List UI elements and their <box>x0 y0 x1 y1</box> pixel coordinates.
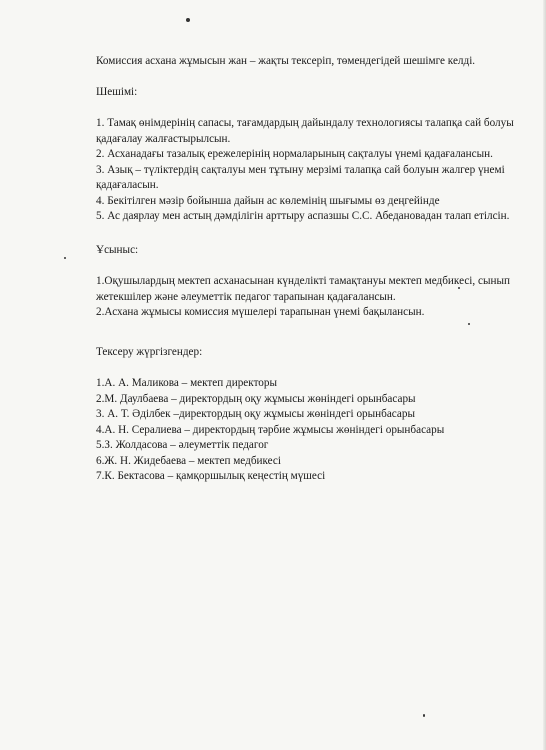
scan-speck <box>423 714 425 717</box>
document-body <box>96 54 526 485</box>
proposal-item: 2.Асхана жұмысы комиссия мүшелері тарапынан үнемі бақылансын. <box>96 306 425 318</box>
decision-heading: Шешімі: <box>96 85 138 98</box>
inspector-item: 4.А. Н. Сералиева – директордың тәрбие жұмысы жөніндегі орынбасары <box>96 423 445 436</box>
intro-paragraph: Комиссия асхана жұмысын жан – жақты тексеріп, төмендегідей шешімге келді. <box>96 55 476 67</box>
scan-speck <box>186 18 190 22</box>
decision-item: 5. Ас даярлау мен астың дәмділігін арттыру аспазшы С.С. Абедановадан талап етілсін. <box>96 210 510 222</box>
inspectors-heading: Тексеру жүргізгендер: <box>96 345 203 358</box>
inspector-item: 1.А. А. Маликова – мектеп директоры <box>96 377 278 389</box>
inspector-item: 7.К. Бектасова – қамқоршылық кеңестің мүшесі <box>96 470 326 482</box>
inspector-item: 2.М. Даулбаева – директордың оқу жұмысы жөніндегі орынбасары <box>96 392 416 405</box>
inspectors-list <box>96 376 526 485</box>
inspector-item: 6.Ж. Н. Жидебаева – мектеп медбикесі <box>96 454 281 467</box>
proposal-heading: Ұсыныс: <box>96 243 139 256</box>
decision-item: 3. Азық – түліктердің сақталуы мен тұтыну мерзімі талапқа сай болуын жалгер үнемі қадағаласын. <box>96 163 505 191</box>
decision-item: 1. Тамақ өнімдерінің сапасы, тағамдардың дайындалу технологиясы талапқа сай болуы қадағалау жалғастырылсын. <box>96 117 514 145</box>
inspector-item: 3. А. Т. Әділбек –директордың оқу жұмысы жөніндегі орынбасары <box>96 408 415 420</box>
inspector-item: 5.З. Жолдасова – әлеуметтік педагог <box>96 439 269 451</box>
decision-item: 2. Асханадағы тазалық ережелерінің нормаларының сақталуы үнемі қадағалансын. <box>96 148 493 160</box>
scan-speck <box>64 257 66 259</box>
proposal-item: 1.Оқушылардың мектеп асханасынан күнделікті тамақтануы мектеп медбикесі, сынып жетекшілер және әлеуметтік педагог тарапынан қадағалансын. <box>96 275 510 303</box>
decision-list <box>96 116 526 225</box>
decision-item: 4. Бекітілген мәзір бойынша дайын ас көлемінің шығымы өз деңгейінде <box>96 194 440 207</box>
proposal-list <box>96 274 526 321</box>
